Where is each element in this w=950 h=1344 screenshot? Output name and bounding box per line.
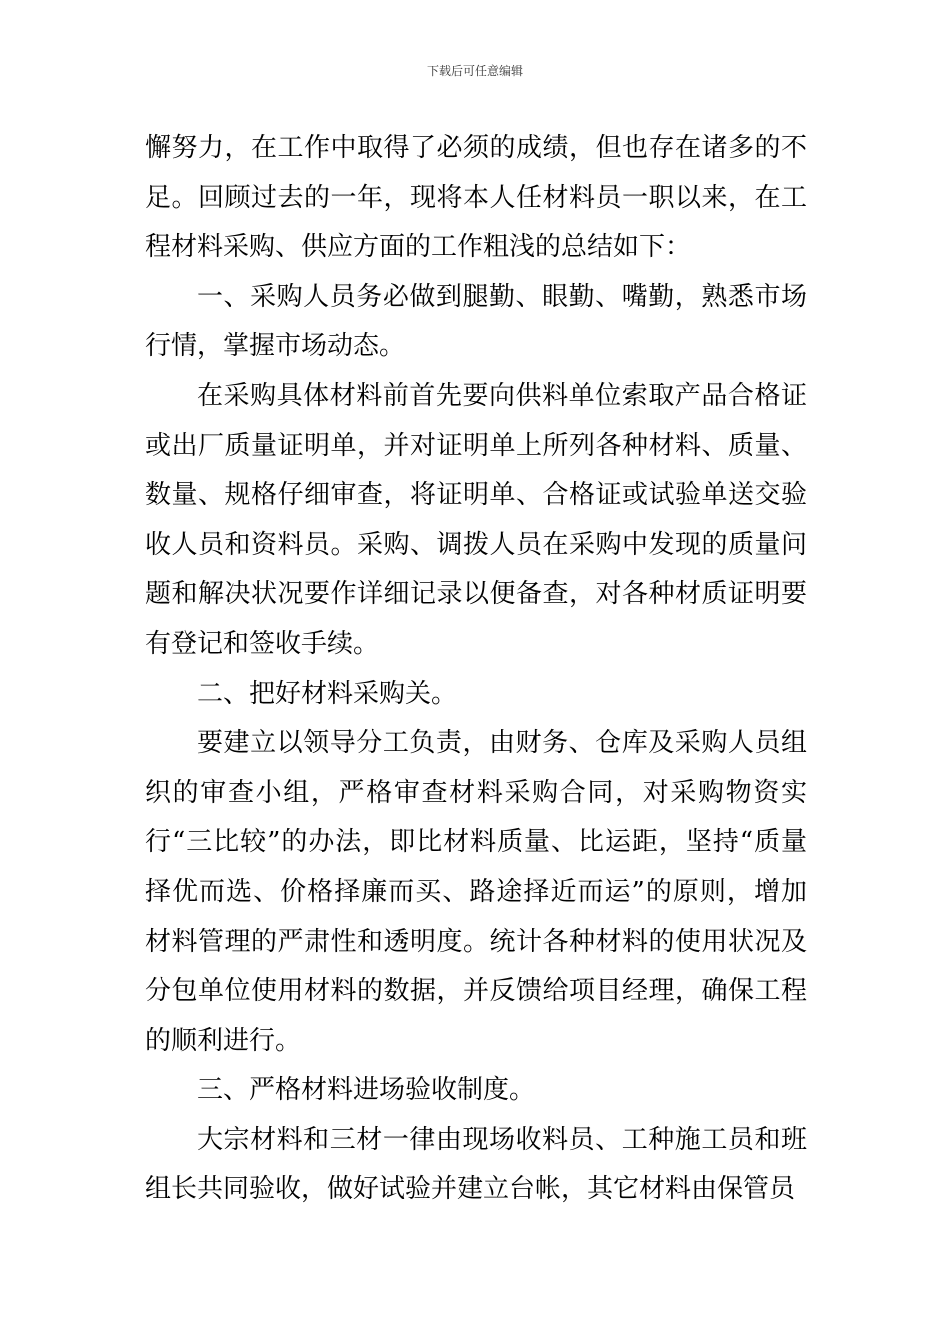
paragraph-5: 要建立以领导分工负责，由财务、仓库及采购人员组织的审查小组，严格审查材料采购合同，对采购物资实行“三比较”的办法，即比材料质量、比运距，坚持“质量择优而选、价格择廉而买、路途择近而运”的原则，增加材料管理的严肃性和透明度。统计各种材料的使用状况及分包单位使用材料的数据，并反馈给项目经理，确保工程的顺利进行。 xyxy=(145,728,807,1056)
paragraph-2-heading: 一、采购人员务必做到腿勤、眼勤、嘴勤，熟悉市场行情，掌握市场动态。 xyxy=(145,281,807,362)
paragraph-7: 大宗材料和三材一律由现场收料员、工种施工员和班组长共同验收，做好试验并建立台帐，其它材料由保管员 xyxy=(145,1124,807,1205)
document-body xyxy=(145,124,807,1215)
page-header: 下载后可任意编辑 xyxy=(426,64,523,78)
paragraph-1: 懈努力，在工作中取得了必须的成绩，但也存在诸多的不足。回顾过去的一年，现将本人任材料员一职以来，在工程材料采购、供应方面的工作粗浅的总结如下： xyxy=(145,133,807,263)
paragraph-3: 在采购具体材料前首先要向供料单位索取产品合格证或出厂质量证明单，并对证明单上所列各种材料、质量、数量、规格仔细审查，将证明单、合格证或试验单送交验收人员和资料员。采购、调拨人员在采购中发现的质量问题和解决状况要作详细记录以便备查，对各种材质证明要有登记和签收手续。 xyxy=(145,380,807,659)
paragraph-4-heading: 二、把好材料采购关。 xyxy=(197,678,458,709)
paragraph-6-heading: 三、严格材料进场验收制度。 xyxy=(197,1075,536,1106)
